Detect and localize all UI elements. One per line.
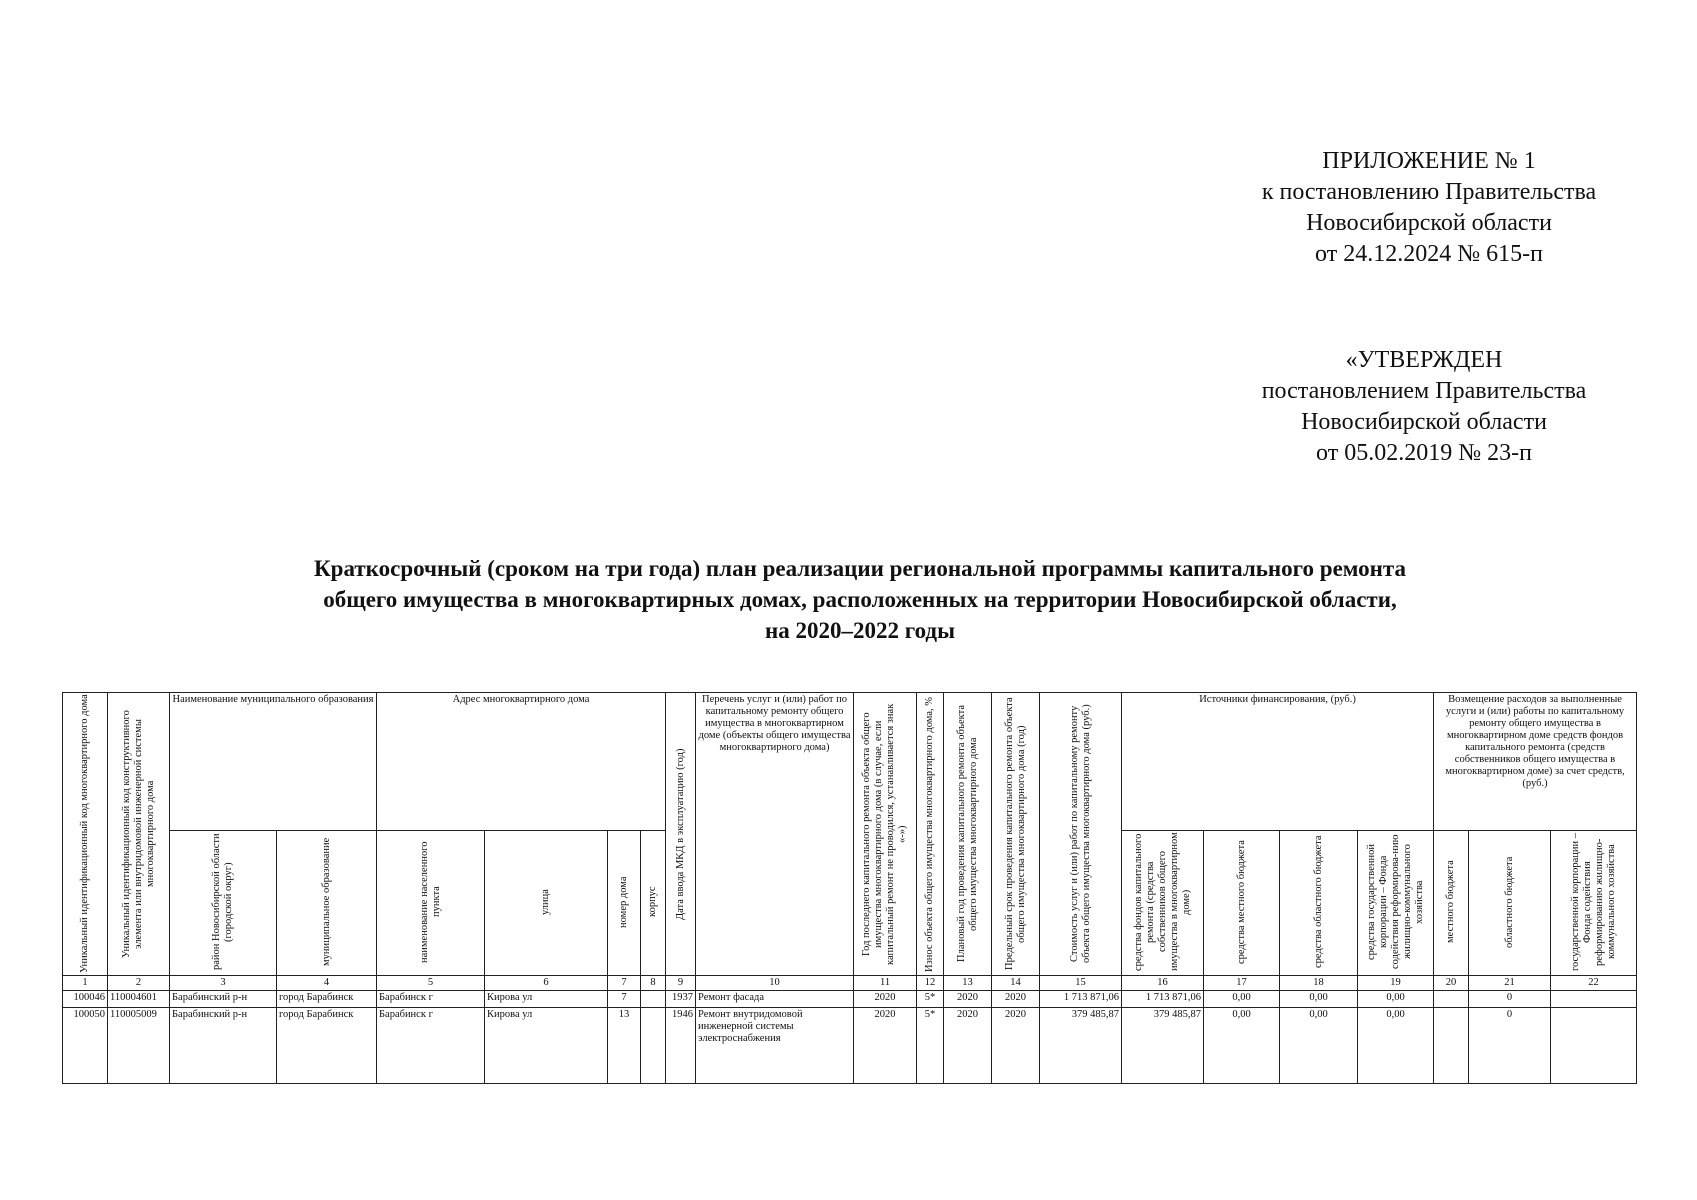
table-cell: 0,00 (1280, 1008, 1358, 1084)
table-cell (1434, 1008, 1469, 1084)
table-cell (1551, 991, 1637, 1008)
column-number: 8 (641, 976, 666, 991)
table-cell: 0,00 (1204, 991, 1280, 1008)
column-number: 5 (377, 976, 485, 991)
table-cell: 100046 (63, 991, 108, 1008)
table-cell: 379 485,87 (1040, 1008, 1122, 1084)
table-cell (641, 991, 666, 1008)
header-c3: район Новосибирской области (городской округ) (170, 831, 277, 976)
header-c6: улица (485, 831, 608, 976)
table-cell: 0,00 (1358, 1008, 1434, 1084)
approved-line-2: постановлением Правительства (1261, 378, 1587, 404)
table-cell: 2020 (992, 1008, 1040, 1084)
header-row-1 (63, 693, 1637, 831)
table-row (63, 1008, 1637, 1084)
annex-line-1: ПРИЛОЖЕНИЕ № 1 (1322, 148, 1536, 174)
header-c20: местного бюджета (1434, 831, 1469, 976)
column-number: 3 (170, 976, 277, 991)
header-c12: Износ объекта общего имущества многоквартирного дома, % (917, 693, 944, 976)
header-c17: средства местного бюджета (1204, 831, 1280, 976)
plan-table (62, 692, 1637, 1084)
table-cell: 5* (917, 1008, 944, 1084)
title-line-3: на 2020–2022 годы (764, 618, 956, 643)
annex-line-4: от 24.12.2024 № 615-п (1315, 241, 1543, 267)
column-number: 7 (608, 976, 641, 991)
table-cell (1551, 1008, 1637, 1084)
table-cell: 2020 (992, 991, 1040, 1008)
table-cell: 2020 (944, 991, 992, 1008)
header-group-address: Адрес многоквартирного дома (377, 693, 666, 831)
table-cell (641, 1008, 666, 1084)
header-c21: областного бюджета (1469, 831, 1551, 976)
header-c10: Перечень услуг и (или) работ по капитальному ремонту общего имущества в многоквартирном доме (объекты общего имущества многоквартирного дома) (696, 693, 854, 976)
table-cell: 1946 (666, 1008, 696, 1084)
approved-block (1240, 345, 1608, 469)
header-c16: средства фондов капитального ремонта (средства собственников общего имущества в многоквартирном доме) (1122, 831, 1204, 976)
table-cell: 110005009 (108, 1008, 170, 1084)
header-group-reimbursement: Возмещение расходов за выполненные услуги и (или) работы по капитальному ремонту общего имущества в многоквартирном доме средств фондов капитального ремонта (средств собственников общего имущества в многоквартирном доме) за счет средств, (руб.) (1434, 693, 1637, 831)
table-cell (1434, 991, 1469, 1008)
column-number: 6 (485, 976, 608, 991)
table-cell: 379 485,87 (1122, 1008, 1204, 1084)
column-number: 1 (63, 976, 108, 991)
approved-line-4: от 05.02.2019 № 23-п (1316, 440, 1532, 466)
header-group-municipal: Наименование муниципального образования (170, 693, 377, 831)
table-cell: Ремонт внутридомовой инженерной системы электроснабжения (696, 1008, 854, 1084)
table-cell: город Барабинск (277, 991, 377, 1008)
column-number-row (63, 976, 1637, 991)
header-c1: Уникальный идентификационный код многоквартирного дома (63, 693, 108, 976)
table-cell: город Барабинск (277, 1008, 377, 1084)
annex-block (1245, 146, 1613, 270)
table-cell: 2020 (854, 991, 917, 1008)
table-cell: Барабинск г (377, 991, 485, 1008)
header-c19: средства государственной корпорации – Фонда содействия реформирова-нию жилищно-коммунального хозяйства (1358, 831, 1434, 976)
table-cell: 7 (608, 991, 641, 1008)
table-cell: Барабинский р-н (170, 1008, 277, 1084)
table-cell: 1 713 871,06 (1040, 991, 1122, 1008)
table-cell: 13 (608, 1008, 641, 1084)
header-c11: Год последнего капитального ремонта объекта общего имущества многоквартирного дома (в случае, если капитальный ремонт не проводился, устанавливается знак «-») (854, 693, 917, 976)
header-c2: Уникальный идентификационный код конструктивного элемента или внутридомовой инженерной системы многоквартирного дома (108, 693, 170, 976)
header-c4: муниципальное образование (277, 831, 377, 976)
title-line-2: общего имущества в многоквартирных домах, расположенных на территории Новосибирской области, (323, 587, 1397, 612)
header-c14: Предельный срок проведения капитального ремонта объекта общего имущества многоквартирного дома (год) (992, 693, 1040, 976)
column-number: 11 (854, 976, 917, 991)
column-number: 22 (1551, 976, 1637, 991)
header-c15: Стоимость услуг и (или) работ по капитальному ремонту объекта общего имущества многоквартирного дома (руб.) (1040, 693, 1122, 976)
annex-line-2: к постановлению Правительства (1261, 179, 1597, 205)
column-number: 10 (696, 976, 854, 991)
table-cell: Ремонт фасада (696, 991, 854, 1008)
column-number: 4 (277, 976, 377, 991)
column-number: 15 (1040, 976, 1122, 991)
header-c18: средства областного бюджета (1280, 831, 1358, 976)
table-cell: 2020 (944, 1008, 992, 1084)
column-number: 14 (992, 976, 1040, 991)
column-number: 13 (944, 976, 992, 991)
header-c7: номер дома (608, 831, 641, 976)
header-c9: Дата ввода МКД в эксплуатацию (год) (666, 693, 696, 976)
annex-line-3: Новосибирской области (1306, 210, 1552, 236)
column-number: 2 (108, 976, 170, 991)
header-c13: Плановый год проведения капитального ремонта объекта общего имущества многоквартирного дома (944, 693, 992, 976)
table-cell: Барабинск г (377, 1008, 485, 1084)
column-number: 9 (666, 976, 696, 991)
document-title (180, 553, 1540, 646)
table-row (63, 991, 1637, 1008)
table-cell: 1 713 871,06 (1122, 991, 1204, 1008)
table-cell: 100050 (63, 1008, 108, 1084)
table-cell: 0 (1469, 991, 1551, 1008)
column-number: 20 (1434, 976, 1469, 991)
table-cell: 0,00 (1204, 1008, 1280, 1084)
column-number: 18 (1280, 976, 1358, 991)
table-cell: 1937 (666, 991, 696, 1008)
table-cell: Кирова ул (485, 1008, 608, 1084)
table-cell: 2020 (854, 1008, 917, 1084)
column-number: 16 (1122, 976, 1204, 991)
approved-line-1: «УТВЕРЖДЕН (1345, 347, 1503, 373)
header-c8: корпус (641, 831, 666, 976)
title-line-1: Краткосрочный (сроком на три года) план реализации региональной программы капитального ремонта (314, 556, 1406, 581)
column-number: 21 (1469, 976, 1551, 991)
table-cell: 5* (917, 991, 944, 1008)
table-cell: 0,00 (1280, 991, 1358, 1008)
table-cell: 0,00 (1358, 991, 1434, 1008)
table-cell: Барабинский р-н (170, 991, 277, 1008)
column-number: 17 (1204, 976, 1280, 991)
table-cell: Кирова ул (485, 991, 608, 1008)
header-c22: государственной корпорации – Фонда содействия реформированию жилищно-коммунального хозяйства (1551, 831, 1637, 976)
header-group-sources: Источники финансирования, (руб.) (1122, 693, 1434, 831)
column-number: 19 (1358, 976, 1434, 991)
column-number: 12 (917, 976, 944, 991)
header-c5: наименование населенного пункта (377, 831, 485, 976)
table-cell: 0 (1469, 1008, 1551, 1084)
approved-line-3: Новосибирской области (1301, 409, 1547, 435)
table-cell: 110004601 (108, 991, 170, 1008)
